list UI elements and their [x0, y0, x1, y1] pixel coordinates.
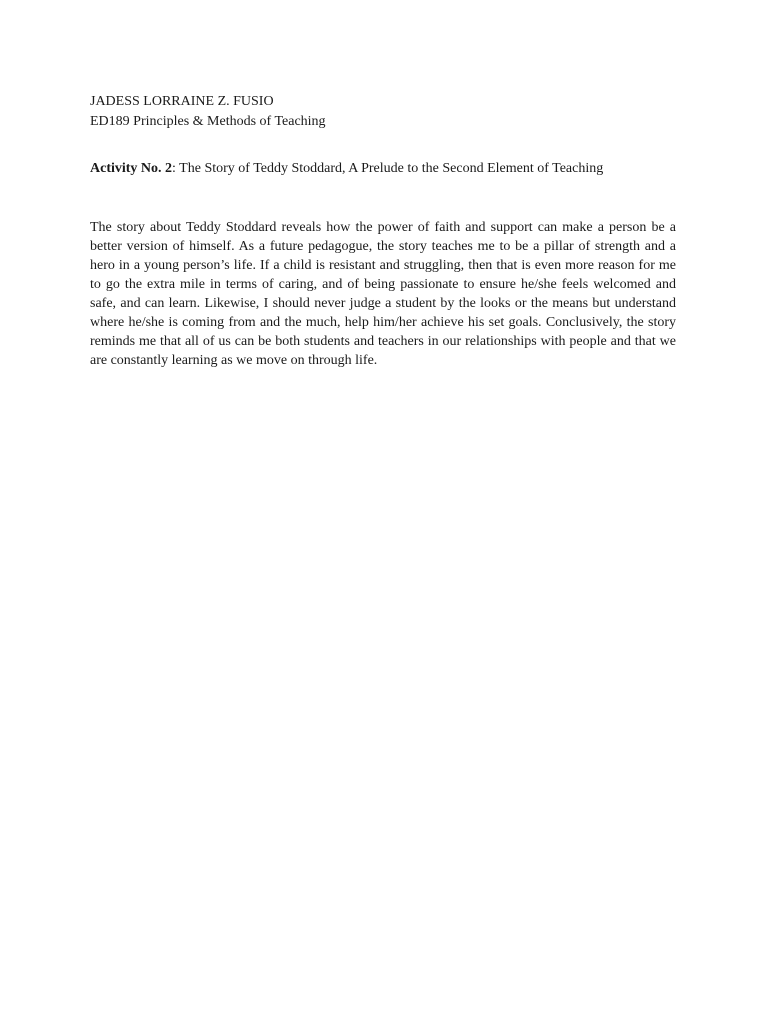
activity-heading — [90, 160, 603, 178]
course-title: ED189 Principles & Methods of Teaching — [90, 114, 326, 129]
activity-title: : The Story of Teddy Stoddard, A Prelude to the Second Element of Teaching — [172, 161, 604, 176]
body-paragraph: The story about Teddy Stoddard reveals how the power of faith and support can make a person be a better version of himself. As a future pedagogue, the story teaches me to be a pillar of strength and a hero in a young person’s life. If a child is resistant and struggling, then that is even more reason for me to go the extra mile in terms of caring, and of being passionate to ensure he/she feels welcomed and safe, and can learn. Likewise, I should never judge a student by the looks or the means but understand where he/she is coming from and the much, help him/her achieve his set goals. Conclusively, the story reminds me that all of us can be both students and teachers in our relationships with people and that we are constantly learning as we move on through life. — [90, 220, 676, 368]
activity-label: Activity No. 2 — [90, 161, 173, 176]
author-name: JADESS LORRAINE Z. FUSIO — [90, 94, 274, 109]
